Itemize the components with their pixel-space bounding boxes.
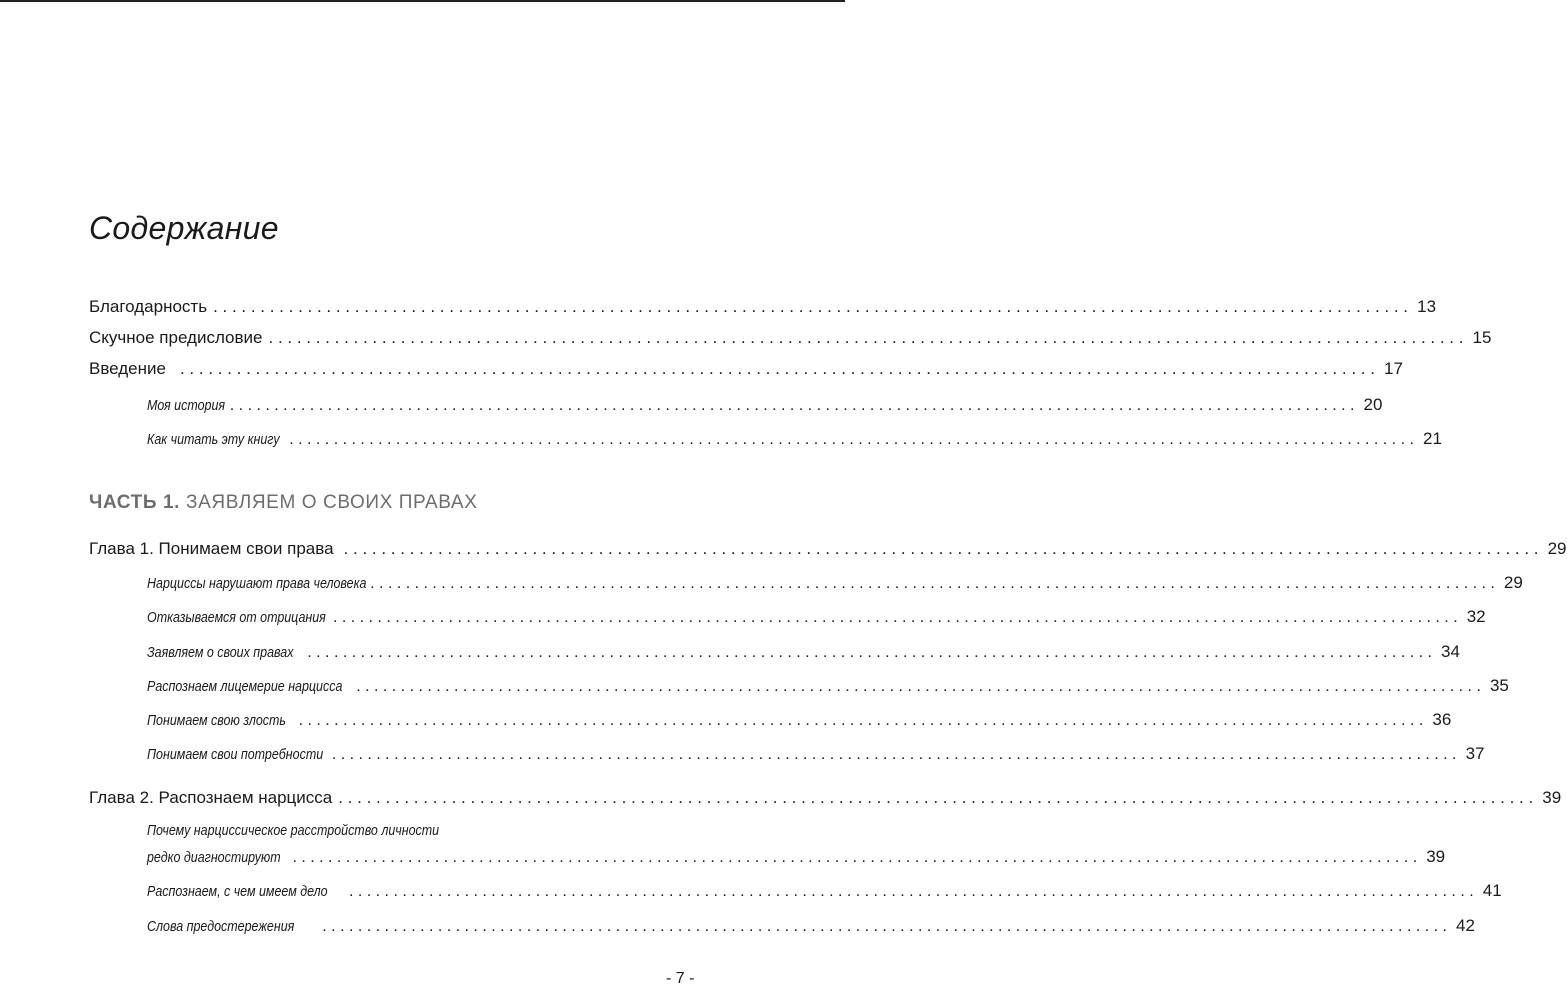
leader-dots: [322, 918, 1447, 936]
leader-dots: [307, 644, 1432, 662]
page-number-folio: - 7 -: [666, 970, 695, 987]
toc-section-page: 41: [1482, 881, 1502, 900]
toc-section-label: Слова предостережения: [147, 919, 295, 935]
toc-section[interactable]: [0, 642, 1460, 662]
page-title: Содержание: [89, 210, 279, 246]
toc-entry-preface[interactable]: [0, 328, 1492, 348]
toc-section-page: 36: [1432, 710, 1452, 729]
toc-subentry-how-to-read[interactable]: [0, 429, 1442, 449]
toc-chapter-label: Глава 2. Распознаем нарцисса: [89, 788, 333, 807]
toc-entry-page: 13: [1417, 297, 1437, 316]
toc-chapter-page: 39: [1542, 788, 1562, 807]
leader-dots: [292, 849, 1417, 867]
toc-section-label: Нарциссы нарушают права человека: [147, 576, 367, 592]
toc-chapter-2[interactable]: [0, 788, 1562, 808]
toc-chapter-1[interactable]: [0, 539, 1567, 559]
leader-dots: [213, 297, 1408, 317]
toc-section-page: 35: [1489, 676, 1509, 695]
toc-section-label: Распознаем, с чем имеем дело: [147, 884, 328, 900]
toc-section-label: Отказываемся от отрицания: [147, 610, 326, 626]
part-name: ЗАЯВЛЯЕМ О СВОИХ ПРАВАХ: [186, 492, 478, 513]
toc-section-label-line1: Почему нарциссическое расстройство личности: [147, 823, 440, 839]
leader-dots: [370, 575, 1495, 593]
part-number: ЧАСТЬ 1.: [89, 492, 181, 513]
toc-section-page: 32: [1466, 607, 1486, 626]
toc-subentry-page: 21: [1422, 429, 1442, 448]
leader-dots: [356, 678, 1481, 696]
toc-entry-introduction[interactable]: [0, 359, 1403, 379]
toc-section-page: 39: [1426, 847, 1446, 866]
leader-dots: [269, 328, 1464, 348]
toc-subentry-label: Как читать эту книгу: [147, 432, 280, 448]
toc-section[interactable]: [0, 881, 1502, 901]
leader-dots: [230, 397, 1355, 415]
toc-section-label: Понимаем свои потребности: [147, 747, 324, 763]
toc-section[interactable]: [0, 710, 1452, 730]
leader-dots: [332, 746, 1457, 764]
toc-section[interactable]: [0, 916, 1475, 936]
leader-dots: [289, 431, 1414, 449]
leader-dots: [349, 883, 1474, 901]
top-rule: [0, 0, 845, 2]
part-heading: [89, 492, 477, 514]
toc-section-page: 42: [1456, 916, 1475, 935]
toc-section[interactable]: [0, 573, 1523, 593]
toc-subentry-my-story[interactable]: [0, 395, 1383, 415]
toc-chapter-label: Глава 1. Понимаем свои права: [89, 539, 334, 558]
leader-dots: [180, 359, 1375, 379]
toc-section-label: Понимаем свою злость: [147, 713, 286, 729]
leader-dots: [333, 609, 1458, 627]
toc-section-label: Заявляем о своих правах: [147, 645, 294, 661]
toc-section-page: 37: [1465, 744, 1485, 763]
toc-entry-label: Введение: [89, 359, 166, 378]
toc-entry-label: Скучное предисловие: [89, 328, 263, 347]
toc-section-label: редко диагностируют: [147, 850, 281, 866]
toc-section-page: 34: [1441, 642, 1460, 661]
leader-dots: [299, 712, 1424, 730]
toc-entry-label: Благодарность: [89, 297, 208, 316]
leader-dots: [344, 539, 1539, 559]
toc-section[interactable]: [0, 607, 1486, 627]
toc-subentry-page: 20: [1363, 395, 1383, 414]
toc-section-label: Распознаем лицемерие нарцисса: [147, 679, 343, 695]
toc-entry-acknowledgements[interactable]: [0, 297, 1437, 317]
toc-entry-page: 15: [1472, 328, 1492, 347]
toc-section[interactable]: [0, 744, 1485, 764]
toc-section[interactable]: [0, 847, 1446, 867]
toc-subentry-label: Моя история: [147, 398, 226, 414]
toc-chapter-page: 29: [1547, 539, 1567, 558]
toc-section-page: 29: [1503, 573, 1523, 592]
toc-entry-page: 17: [1384, 359, 1403, 378]
leader-dots: [338, 788, 1533, 808]
toc-section[interactable]: [0, 676, 1509, 696]
